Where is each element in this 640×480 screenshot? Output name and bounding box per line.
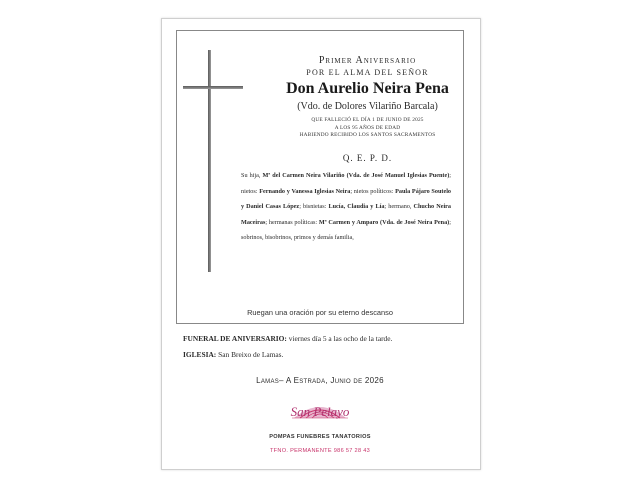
- church-info: [183, 350, 283, 359]
- sacraments: HABIENDO RECIBIDO LOS SANTOS SACRAMENTOS: [299, 132, 436, 139]
- family-grandchildren-in-law: Paula Pájaro Soutelo y Daniel Casas López: [241, 187, 452, 210]
- church-text: San Breixo de Lamas.: [216, 350, 284, 359]
- prayer-request: Ruegan una oración por su eterno descanso: [247, 308, 393, 317]
- church-label: IGLESIA:: [183, 350, 217, 359]
- funeral-home-tagline: POMPAS FUNEBRES TANATORIOS: [269, 434, 371, 440]
- funeral-home-name: San Pelayo: [290, 404, 350, 419]
- anniversary-subheading: POR EL ALMA DEL SEÑOR: [306, 68, 429, 77]
- family-text: ; bisnietas:: [299, 203, 329, 210]
- qepd: Q. E. P. D.: [342, 153, 393, 163]
- cross-bar: [183, 86, 243, 89]
- family-grandchildren: Fernando y Vanessa Iglesias Neira: [259, 187, 351, 195]
- cross-icon: [208, 50, 211, 272]
- funeral-text: viernes día 5 a las ocho de la tarde.: [286, 334, 393, 343]
- family-brother: Chucho Neira Maceiras: [241, 203, 452, 226]
- funeral-label: FUNERAL DE ANIVERSARIO:: [183, 334, 287, 343]
- place-date: Lamas– A Estrada, Junio de 2026: [256, 376, 384, 385]
- deceased-name: Don Aurelio Neira Pena: [286, 80, 449, 97]
- family-great-grandchildren: Lucía, Claudia y Lía: [328, 203, 385, 210]
- family-text: ; hermanas políticas:: [265, 218, 319, 226]
- family-text: Su hija,: [241, 172, 263, 179]
- family-text: ; sobrinos, bisobrinos, primos y demás familia,: [241, 218, 451, 241]
- family-text: ; nietos:: [241, 172, 451, 195]
- family-text: ; nietos políticos:: [350, 187, 396, 195]
- death-age: A LOS 95 AÑOS DE EDAD: [334, 124, 401, 131]
- death-details: [255, 117, 480, 140]
- family-text: ; hermano,: [384, 203, 414, 210]
- family-paragraph: [241, 168, 451, 246]
- funeral-info: [183, 334, 392, 343]
- anniversary-heading: Primer Aniversario: [318, 55, 417, 66]
- funeral-home-phone: TFNO. PERMANENTE 986 57 28 43: [269, 448, 371, 454]
- family-sisters-in-law: Mª Carmen y Amparo (Vda. de José Neira Pena): [318, 218, 450, 226]
- family-daughter: Mª del Carmen Neira Vilariño (Vda. de José Manuel Iglesias Puente): [262, 172, 450, 179]
- widow-note: (Vdo. de Dolores Vilariño Barcala): [297, 101, 438, 112]
- death-date: QUE FALLECIÓ EL DÍA 1 DE JUNIO DE 2025: [311, 117, 424, 123]
